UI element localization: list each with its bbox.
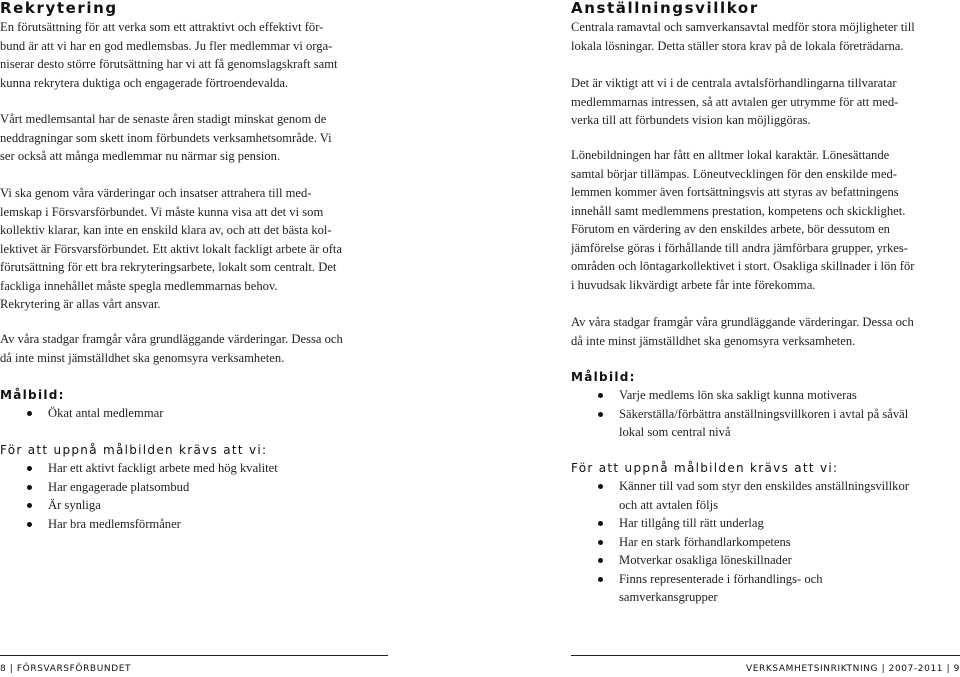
footer-page-left: 8 | FÖRSVARSFÖRBUNDET (0, 664, 132, 674)
text-line: områden och löntagarkollektivet i stort. Osakliga skillnader i lön för (571, 259, 915, 273)
list-item: Finns representerade i förhandlings- och samverkansgrupper (571, 570, 909, 607)
bullet-icon (27, 411, 32, 416)
section-title-rekrytering: Rekrytering (0, 0, 118, 17)
text-line: ser också att många medlemmar nu närmar sig pension. (0, 149, 281, 163)
action-heading: För att uppnå målbilden krävs att vi: (571, 461, 839, 475)
action-list (571, 477, 909, 607)
text-line: då inte minst jämställdhet ska genomsyra verksamheten. (0, 350, 285, 365)
text-line: Lönebildningen har fått en alltmer lokal karaktär. Lönesättande (571, 148, 890, 162)
list-item: Är synliga (0, 496, 278, 515)
text-line: Vårt medlemsantal har de senaste åren stadigt minskat genom de (0, 112, 327, 126)
text-line: lemmen kommer även fortsättningsvis att styras av befattningens (571, 185, 899, 199)
action-heading: För att uppnå målbilden krävs att vi: (0, 443, 268, 457)
paragraph (0, 110, 332, 166)
text-line: kollektiv klarar, kan inte en enskild klara av, och att det bästa kol- (0, 223, 332, 237)
bullet-icon (27, 466, 32, 471)
text-line: Centrala ramavtal och samverkansavtal medför stora möjligheter till (571, 20, 915, 34)
text-line: verka till att förbundets vision kan möjliggöras. (571, 113, 811, 127)
text-line: kunna rekrytera duktiga och engagerade förtroendevalda. (0, 75, 289, 90)
goal-list (0, 404, 163, 423)
text-line: lemskap i Försvarsförbundet. Vi måste kunna visa att det vi som (0, 204, 324, 219)
section-title-anstallningsvillkor: Anställningsvillkor (571, 0, 759, 17)
text-line: Rekrytering är allas vårt ansvar. (0, 297, 161, 311)
text-line: Av våra stadgar framgår våra grundläggande värderingar. Dessa och (571, 315, 914, 329)
paragraph (0, 330, 343, 367)
bullet-icon (598, 393, 603, 398)
list-item: Har engagerade platsombud (0, 478, 278, 497)
text-line: fackliga innehållet måste spegla medlemmarnas behov. (0, 278, 278, 293)
bullet-icon (598, 577, 603, 582)
text-line: i huvudsak likvärdigt arbete får inte förekomma. (571, 277, 816, 292)
text-line: bund är att vi har en god medlemsbas. Ju fler medlemmar vi orga- (0, 38, 333, 53)
list-item: Har tillgång till rätt underlag (571, 514, 909, 533)
text-line: Det är viktigt att vi i de centrala avtalsförhandlingarna tillvaratar (571, 76, 897, 90)
paragraph (0, 18, 338, 92)
text-line: Förutom en värdering av den enskildes arbete, bör dessutom en (571, 222, 890, 236)
text-line: En förutsättning för att verka som ett attraktivt och effektivt för- (0, 20, 324, 34)
text-line: då inte minst jämställdhet ska genomsyra verksamheten. (571, 333, 856, 348)
bullet-icon (27, 503, 32, 508)
list-item: Känner till vad som styr den enskildes anställningsvillkor och att avtalen följs (571, 477, 909, 514)
bullet-icon (598, 521, 603, 526)
bullet-icon (598, 540, 603, 545)
paragraph (0, 184, 342, 314)
list-item: Har en stark förhandlarkompetens (571, 533, 909, 552)
list-item: Ökat antal medlemmar (0, 404, 163, 423)
text-line: innehåll samt medlemmens prestation, kompetens och skicklighet. (571, 203, 906, 218)
goal-list (571, 386, 908, 442)
text-line: medlemmarnas intressen, så att avtalen ger utrymme för att med- (571, 94, 899, 109)
goal-heading: Målbild: (571, 370, 636, 384)
footer-divider-right (571, 655, 960, 656)
list-item: Säkerställa/förbättra anställningsvillkoren i avtal på såväl lokal som central nivå (571, 405, 908, 442)
bullet-icon (27, 522, 32, 527)
paragraph (571, 74, 898, 130)
action-list (0, 459, 278, 533)
text-line: niserar desto större förutsättning har vi att få genomslagskraft samt (0, 57, 338, 71)
text-line: Vi ska genom våra värderingar och insatser attrahera till med- (0, 186, 312, 200)
text-line: Av våra stadgar framgår våra grundläggande värderingar. Dessa och (0, 332, 343, 346)
bullet-icon (598, 412, 603, 417)
list-item: Varje medlems lön ska sakligt kunna motiveras (571, 386, 908, 405)
text-line: förutsättning för ett bra rekryteringsarbete, lokalt som centralt. Det (0, 260, 337, 274)
text-line: lokala lösningar. Detta ställer stora krav på de lokala företrädarna. (571, 38, 904, 53)
list-item: Har bra medlemsförmåner (0, 515, 278, 534)
text-line: jämförelse göras i förhållande till andra jämförbara grupper, yrkes- (571, 240, 908, 255)
paragraph (571, 313, 914, 350)
footer-divider-left (0, 655, 388, 656)
bullet-icon (27, 485, 32, 490)
paragraph (571, 146, 914, 294)
list-item: Motverkar osakliga löneskillnader (571, 551, 909, 570)
goal-heading: Målbild: (0, 388, 65, 402)
bullet-icon (598, 558, 603, 563)
list-item: Har ett aktivt fackligt arbete med hög kvalitet (0, 459, 278, 478)
footer-page-right: VERKSAMHETSINRIKTNING | 2007-2011 | 9 (745, 664, 960, 674)
text-line: neddragningar som skett inom förbundets verksamhetsområde. Vi (0, 130, 332, 145)
bullet-icon (598, 484, 603, 489)
paragraph (571, 18, 915, 55)
text-line: samtal börjar tillämpas. Löneutvecklingen för den enskilde med- (571, 166, 897, 181)
text-line: lektivet är Försvarsförbundet. Ett aktivt lokalt fackligt arbete är ofta (0, 241, 343, 256)
